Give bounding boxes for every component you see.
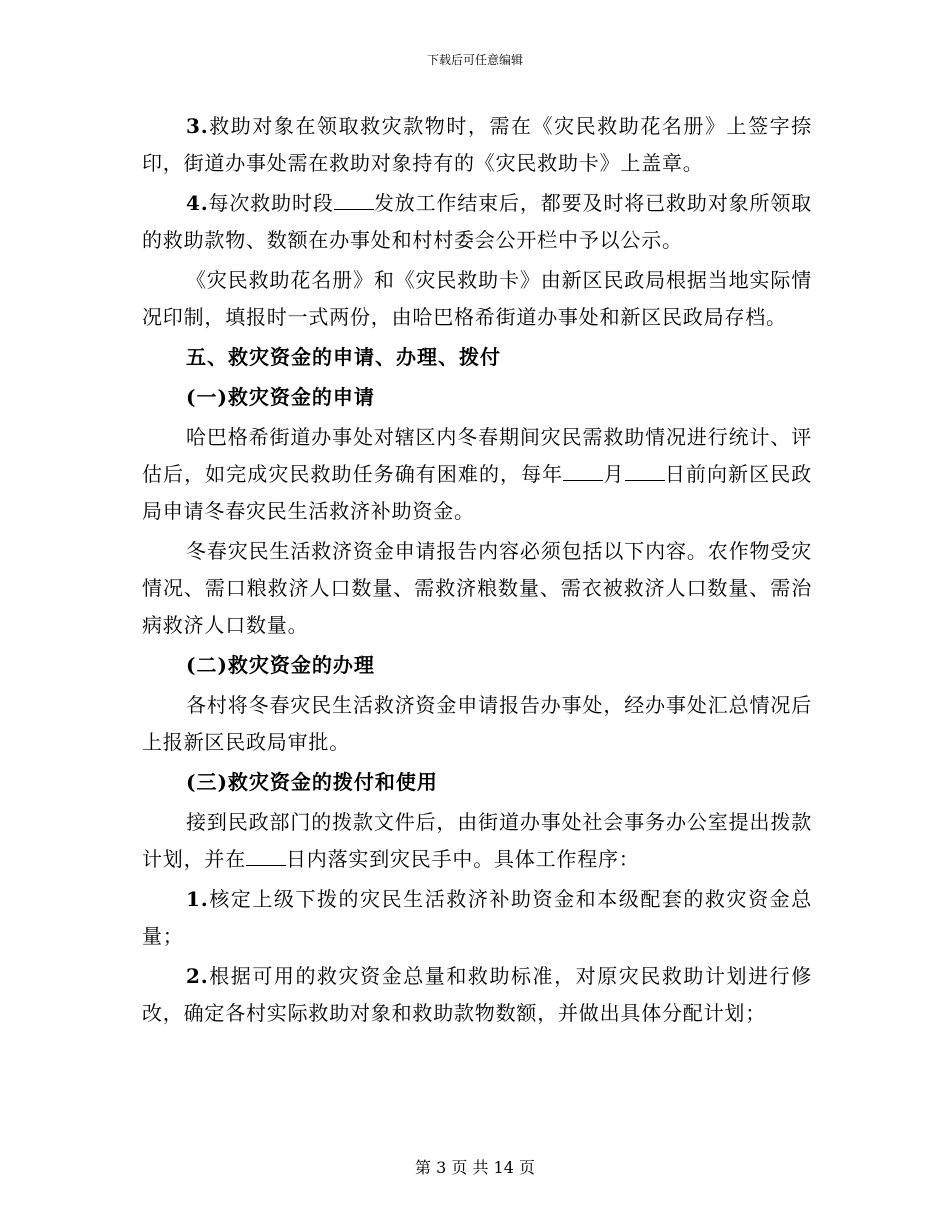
handle-paragraph: 各村将冬春灾民生活救济资金申请报告办事处，经办事处汇总情况后上报新区民政局审批。 bbox=[142, 693, 812, 754]
step-1-paragraph bbox=[142, 881, 812, 955]
document-body bbox=[142, 108, 812, 1035]
cards-paragraph: 《灾民救助花名册》和《灾民救助卡》由新区民政局根据当地实际情况印制，填报时一式两份，由哈巴格希街道办事处和新区民政局存档。 bbox=[142, 268, 812, 329]
subsection-1-heading: (一)救灾资金的申请 bbox=[186, 385, 375, 409]
item-3-number: 3. bbox=[186, 114, 209, 138]
step-1-text: 核定上级下拨的灾民生活救济补助资金和本级配套的救灾资金总量； bbox=[142, 887, 812, 948]
blank-line bbox=[246, 843, 286, 866]
item-4-text-a: 每次救助时段 bbox=[208, 191, 334, 215]
item-4-text-b: 发放工作结束后，都要及时将已救助对象所领取的救助款物、数额在办事处和村村委会公开栏中予以公示。 bbox=[142, 191, 812, 252]
apply-text-a: 哈巴格希街道办事处对辖区内冬春期间灾民需救助情况进行统计、评估后，如完成灾民救助任务确有困难的，每年 bbox=[142, 425, 812, 486]
item-3-text: 救助对象在领取救灾款物时，需在《灾民救助花名册》上签字捺印，街道办事处需在救助对象持有的《灾民救助卡》上盖章。 bbox=[142, 114, 812, 175]
step-2-number: 2. bbox=[186, 964, 209, 988]
apply-text-b: 月 bbox=[603, 462, 625, 486]
step-2-text: 根据可用的救灾资金总量和救助标准，对原灾民救助计划进行修改，确定各村实际救助对象和救助款物数额，并做出具体分配计划； bbox=[142, 964, 812, 1025]
section-5-heading: 五、救灾资金的申请、办理、拨付 bbox=[186, 345, 501, 369]
subsection-2-heading: (二)救灾资金的办理 bbox=[186, 653, 375, 677]
step-1-number: 1. bbox=[186, 887, 209, 911]
blank-line bbox=[563, 458, 603, 481]
item-3-paragraph bbox=[142, 108, 812, 182]
subsection-3-heading: (三)救灾资金的拨付和使用 bbox=[186, 770, 438, 794]
item-4-number: 4. bbox=[186, 191, 209, 215]
use-text-a: 接到民政部门的拨款文件后，由街道办事处社会事务办公室提出拨款计划，并在 bbox=[142, 810, 812, 871]
use-paragraph bbox=[142, 804, 812, 878]
page-header: 下载后可任意编辑 bbox=[426, 53, 523, 67]
apply-paragraph bbox=[142, 419, 812, 530]
apply-text-c: 日前向新区民政局申请冬春灾民生活救济补助资金。 bbox=[142, 462, 812, 523]
use-text-b: 日内落实到灾民手中。具体工作程序： bbox=[286, 847, 640, 871]
item-4-paragraph bbox=[142, 185, 812, 259]
blank-line bbox=[334, 187, 374, 210]
report-paragraph: 冬春灾民生活救济资金申请报告内容必须包括以下内容。农作物受灾情况、需口粮救济人口数量、需救济粮数量、需衣被救济人口数量、需治病救济人口数量。 bbox=[142, 539, 812, 637]
blank-line bbox=[625, 458, 665, 481]
page-footer: 第 3 页 共 14 页 bbox=[415, 1158, 535, 1177]
step-2-paragraph bbox=[142, 958, 812, 1032]
